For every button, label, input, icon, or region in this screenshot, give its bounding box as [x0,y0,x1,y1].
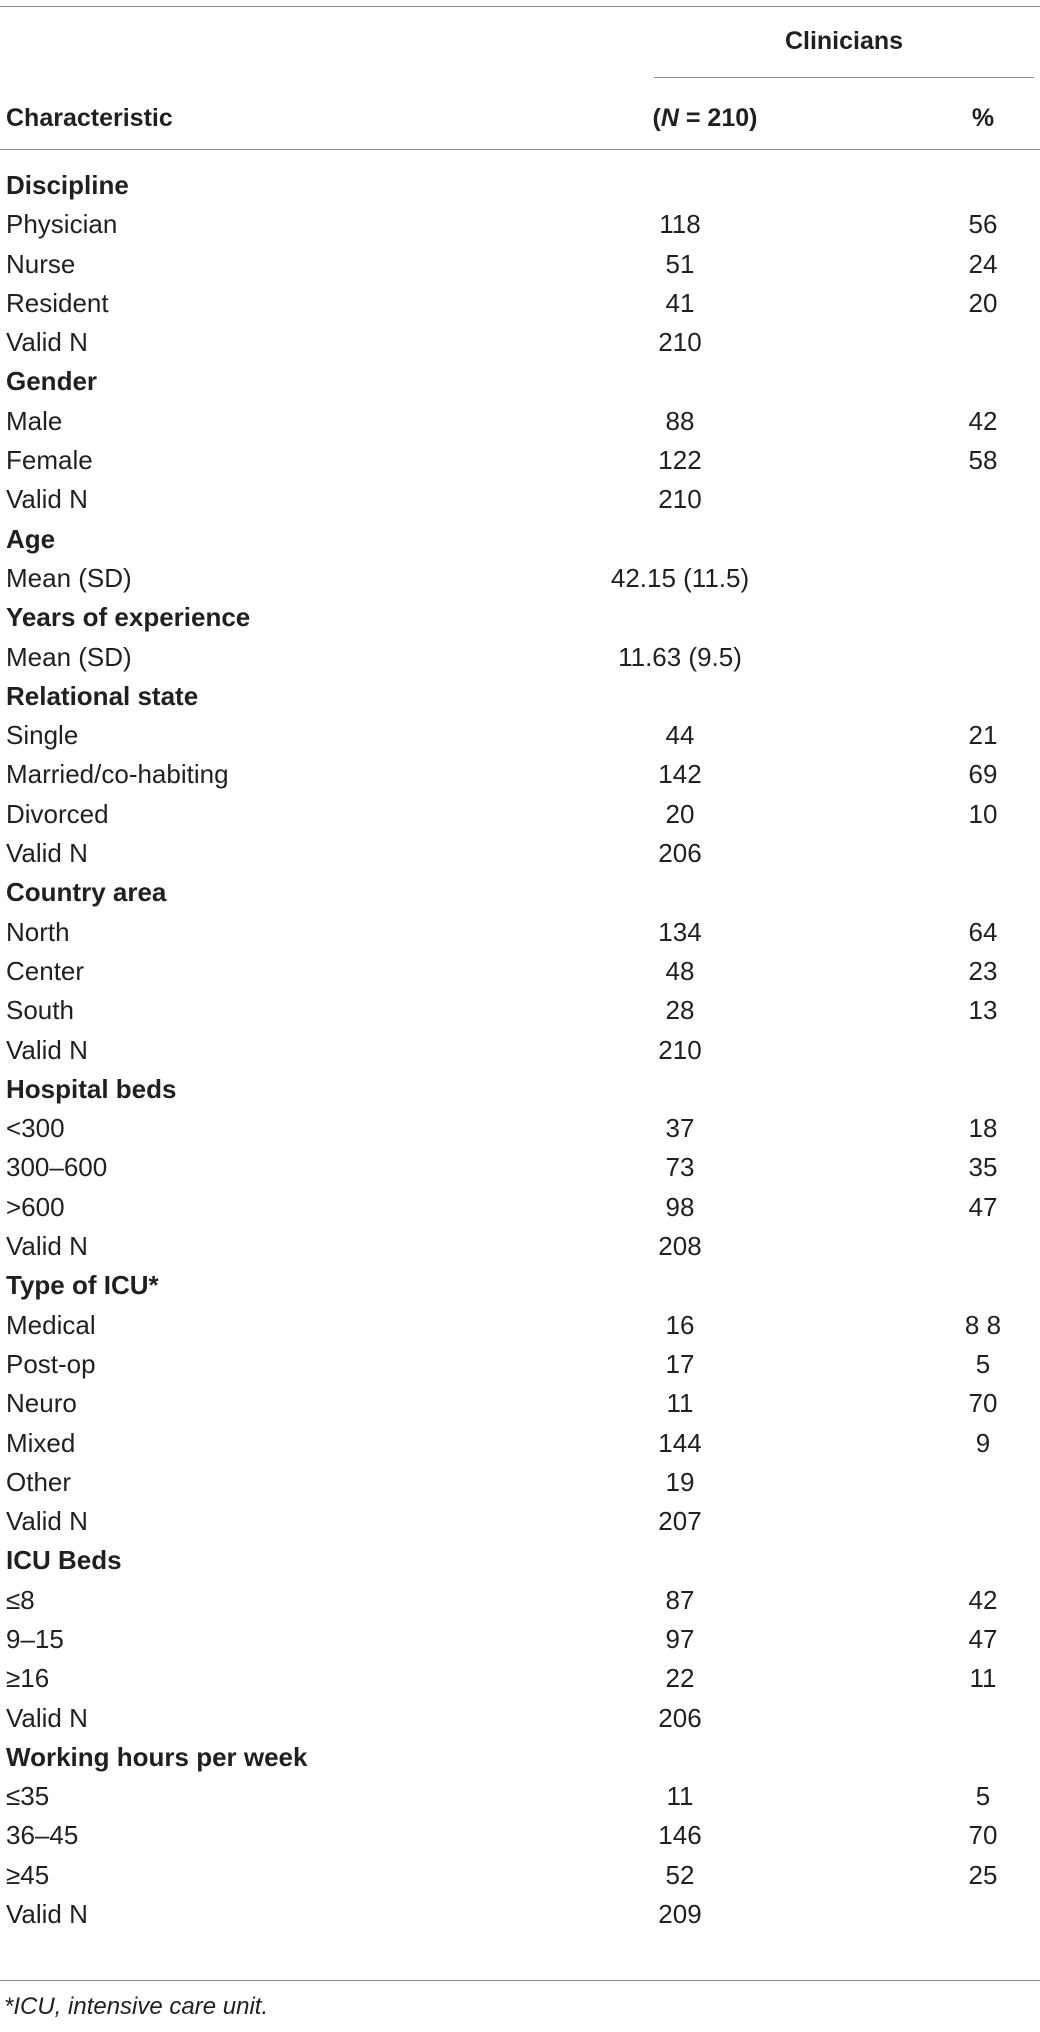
cell-percent: 13 [968,995,998,1026]
row-label: Nurse [6,248,76,279]
row-label: Center [6,955,85,986]
row-label: Valid N [6,1506,88,1537]
cell-n: 28 [665,995,695,1026]
table-row [0,207,1040,246]
cell-percent: 42 [968,1584,998,1615]
section-header-row [0,364,1040,403]
cell-percent: 35 [968,1152,998,1183]
cell-n: 118 [659,209,701,240]
row-label: Neuro [6,1388,77,1419]
table-row [0,1818,1040,1857]
table-row [0,640,1040,679]
section-label: Country area [6,877,167,908]
table-top-rule [0,6,1040,7]
cell-n: 52 [665,1859,695,1890]
cell-n: 98 [665,1191,695,1222]
cell-n: 11 [666,1781,694,1812]
column-header-n: (N = 210) [652,104,758,132]
row-label: North [6,916,70,947]
table-row [0,443,1040,482]
header-bottom-rule [0,149,1040,150]
table-row [0,993,1040,1032]
row-label: Valid N [6,1899,88,1930]
cell-percent: 9 [975,1427,991,1458]
section-label: ICU Beds [6,1545,122,1576]
row-label: 9–15 [6,1623,64,1654]
row-label: Mean (SD) [6,562,132,593]
table-bottom-rule [0,1980,1040,1981]
cell-n: 206 [658,1702,702,1733]
row-label: Mean (SD) [6,641,132,672]
row-label: Other [6,1466,72,1497]
cell-percent: 18 [968,1113,998,1144]
table-row [0,247,1040,286]
cell-n: 51 [665,248,695,279]
table-row [0,1858,1040,1897]
cell-percent: 58 [968,445,998,476]
row-label: Resident [6,287,109,318]
table-row [0,1701,1040,1740]
cell-n: 97 [665,1623,695,1654]
table-row [0,718,1040,757]
section-label: Age [6,523,56,554]
table-row [0,1622,1040,1661]
table-row [0,1583,1040,1622]
row-label: Valid N [6,1231,88,1262]
table-row [0,1465,1040,1504]
section-header-row [0,1740,1040,1779]
table-row [0,1229,1040,1268]
cell-n: 17 [665,1348,695,1379]
row-label: ≤8 [6,1584,35,1615]
table-row [0,1308,1040,1347]
section-label: Years of experience [6,602,251,633]
table-row [0,561,1040,600]
table-row [0,1347,1040,1386]
section-header-row [0,679,1040,718]
table-row [0,1897,1040,1936]
group-header-rule [654,77,1034,78]
cell-n: 16 [665,1309,695,1340]
section-label: Gender [6,366,98,397]
cell-percent: 23 [968,955,998,986]
cell-n: 44 [665,720,695,751]
row-label: Valid N [6,1034,88,1065]
cell-n: 122 [658,445,702,476]
cell-n: 210 [658,1034,702,1065]
table-row [0,1504,1040,1543]
cell-percent: 42 [968,405,998,436]
table-row [0,915,1040,954]
table-row [0,404,1040,443]
table-row [0,797,1040,836]
section-header-row [0,522,1040,561]
cell-n: 208 [658,1231,702,1262]
table-row [0,757,1040,796]
cell-n: 87 [665,1584,695,1615]
row-label: South [6,995,74,1026]
cell-percent: 47 [968,1623,998,1654]
cell-percent: 70 [968,1388,998,1419]
section-label: Type of ICU* [6,1270,159,1301]
section-label: Relational state [6,680,199,711]
row-label: Valid N [6,838,88,869]
cell-n: 19 [665,1466,695,1497]
table-row [0,1033,1040,1072]
row-label: Physician [6,209,118,240]
cell-n: 88 [665,405,695,436]
cell-percent: 70 [968,1820,998,1851]
cell-n: 146 [658,1820,702,1851]
table-row [0,1386,1040,1425]
cell-n: 134 [658,916,702,947]
cell-n: 210 [658,484,702,515]
column-header-characteristic: Characteristic [6,104,173,132]
cell-n: 48 [665,955,695,986]
cell-percent: 56 [968,209,998,240]
cell-percent: 5 [975,1781,991,1812]
table-row [0,1661,1040,1700]
cell-n: 144 [658,1427,702,1458]
column-header-percent: % [971,104,995,132]
cell-percent: 47 [968,1191,998,1222]
cell-n: 209 [658,1899,702,1930]
cell-percent: 5 [975,1348,991,1379]
group-header-clinicians: Clinicians [784,27,904,55]
cell-n: 206 [658,838,702,869]
cell-n: 37 [665,1113,695,1144]
section-label: Working hours per week [6,1741,308,1772]
section-header-row [0,875,1040,914]
cell-percent: 21 [968,720,998,751]
section-header-row [0,1268,1040,1307]
table-row [0,482,1040,521]
row-label: Female [6,445,93,476]
cell-n: 11.63 (9.5) [618,641,742,672]
table-row [0,286,1040,325]
row-label: >600 [6,1191,65,1222]
table-row [0,1150,1040,1189]
table-footnote: *ICU, intensive care unit. [4,1993,269,2020]
section-label: Discipline [6,170,129,200]
cell-n: 73 [665,1152,695,1183]
cell-percent: 20 [968,287,998,318]
row-label: Married/co-habiting [6,759,229,790]
row-label: Medical [6,1309,96,1340]
section-header-row [0,168,1040,207]
row-label: 300–600 [6,1152,108,1183]
section-header-row [0,600,1040,639]
table-body [0,168,1040,1936]
cell-percent: 64 [968,916,998,947]
row-label: Single [6,720,79,751]
table-row [0,325,1040,364]
section-label: Hospital beds [6,1073,177,1104]
row-label: <300 [6,1113,65,1144]
cell-percent: 69 [968,759,998,790]
table-row [0,1190,1040,1229]
row-label: Male [6,405,63,436]
cell-n: 142 [658,759,702,790]
section-header-row [0,1543,1040,1582]
cell-n: 11 [666,1388,694,1419]
cell-n: 41 [665,287,695,318]
cell-percent: 24 [968,248,998,279]
cell-percent: 11 [969,1663,997,1694]
row-label: 36–45 [6,1820,79,1851]
row-label: ≥45 [6,1859,50,1890]
cell-percent: 8 8 [964,1309,1002,1340]
cell-n: 22 [665,1663,695,1694]
table-row [0,1426,1040,1465]
table-row [0,954,1040,993]
cell-n: 210 [658,327,702,358]
cell-n: 42.15 (11.5) [610,562,750,593]
section-header-row [0,1072,1040,1111]
cell-percent: 10 [968,798,998,829]
cell-percent: 25 [968,1859,998,1890]
cell-n: 20 [665,798,695,829]
cell-n: 207 [658,1506,702,1537]
row-label: Mixed [6,1427,76,1458]
row-label: ≤35 [6,1781,50,1812]
row-label: Valid N [6,327,88,358]
row-label: Post-op [6,1348,96,1379]
table-row [0,1111,1040,1150]
row-label: Valid N [6,484,88,515]
row-label: Divorced [6,798,109,829]
table-row [0,836,1040,875]
table-row [0,1779,1040,1818]
row-label: Valid N [6,1702,88,1733]
row-label: ≥16 [6,1663,50,1694]
